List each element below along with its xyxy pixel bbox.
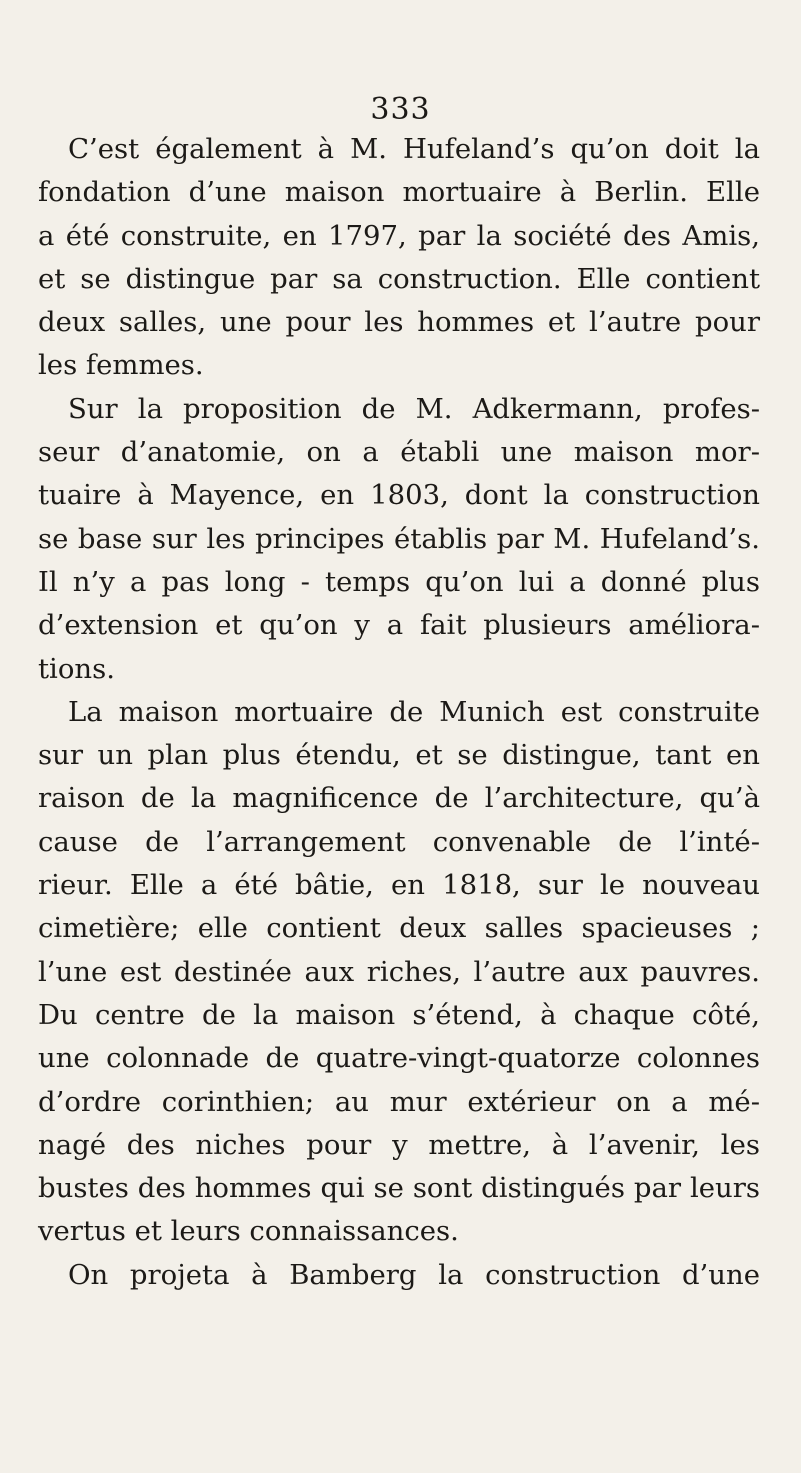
text-line: nagé des niches pour y mettre, à l’avenir, les — [38, 1128, 760, 1161]
text-line: Du centre de la maison s’étend, à chaque côté, — [38, 998, 760, 1031]
text-line: les femmes. — [38, 349, 204, 382]
text-line: se base sur les principes établis par M. Hufeland’s. — [38, 522, 760, 555]
text-line: raison de la magnificence de l’architecture, qu’à — [38, 782, 760, 815]
page-number: 333 — [370, 92, 431, 127]
text-line: C’est également à M. Hufeland’s qu’on doit la — [68, 133, 760, 165]
text-line: l’une est destinée aux riches, l’autre aux pauvres. — [38, 955, 760, 988]
text-line: vertus et leurs connaissances. — [38, 1215, 459, 1248]
text-line: seur d’anatomie, on a établi une maison mor- — [38, 436, 760, 469]
text-line: On projeta à Bamberg la construction d’une — [68, 1258, 760, 1291]
text-line: d’extension et qu’on y a fait plusieurs améliora- — [38, 609, 760, 642]
text-line: deux salles, une pour les hommes et l’autre pour — [38, 306, 760, 339]
text-line: rieur. Elle a été bâtie, en 1818, sur le nouveau — [38, 869, 760, 902]
text-line: Sur la proposition de M. Adkermann, profes- — [68, 392, 760, 425]
text-line: tions. — [38, 652, 115, 685]
text-line: cause de l’arrangement convenable de l’inté- — [38, 825, 760, 858]
text-line: La maison mortuaire de Munich est construite — [68, 695, 760, 728]
text-line: bustes des hommes qui se sont distingués par leurs — [38, 1172, 760, 1205]
text-line: et se distingue par sa construction. Elle contient — [38, 262, 760, 295]
text-line: cimetière; elle contient deux salles spacieuses ; — [38, 912, 760, 945]
text-line: d’ordre corinthien; au mur extérieur on a mé- — [38, 1085, 760, 1118]
text-line: tuaire à Mayence, en 1803, dont la construction — [38, 479, 760, 512]
text-line: fondation d’une maison mortuaire à Berlin. Elle — [38, 176, 760, 209]
text-line: une colonnade de quatre-vingt-quatorze colonnes — [38, 1042, 760, 1075]
text-line: Il n’y a pas long - temps qu’on lui a donné plus — [38, 565, 760, 598]
body-text — [38, 128, 760, 1297]
text-line: a été construite, en 1797, par la société des Amis, — [38, 219, 760, 252]
text-line: sur un plan plus étendu, et se distingue, tant en — [38, 739, 760, 772]
